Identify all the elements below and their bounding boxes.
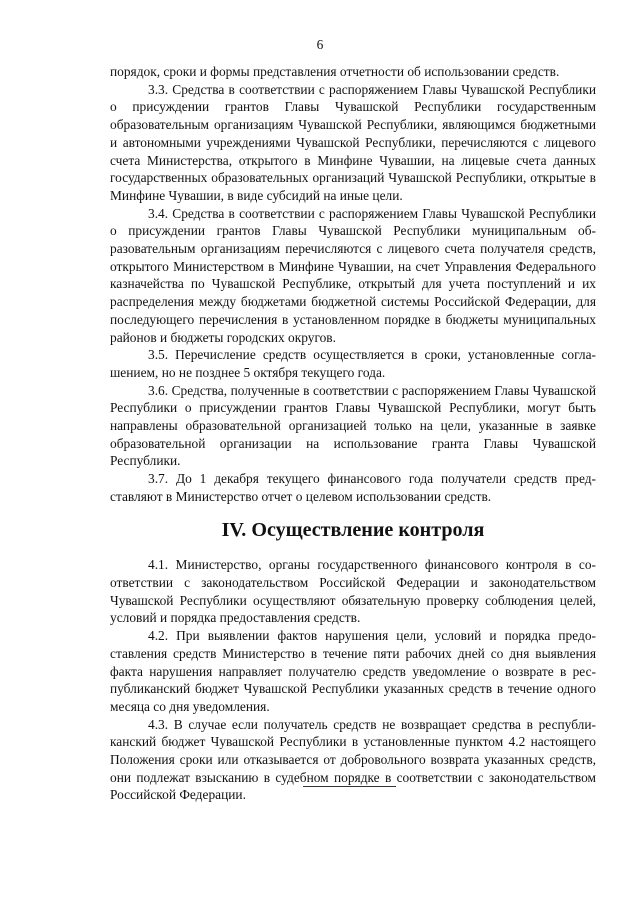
paragraph-4-2: 4.2. При выявлении фактов нарушения цели, условий и порядка предоставления средств Министерство в течение пяти рабочих дней со дня выявления факта нарушения направляет получателю средств уведомление о возврате в республиканский бюджет Чувашской Республики указанных средств в течение одного месяца со дня уведомления. — [110, 628, 596, 714]
end-rule-divider — [303, 786, 396, 787]
page-number: 6 — [316, 37, 324, 52]
paragraph-3-3: 3.3. Средства в соответствии с распоряжением Главы Чувашской Республики о присуждении грантов Главы Чувашской Республики государственным образовательным организациям Чувашской Республики, являющимся бюджетными и автономными учреждениями Чувашской Республики, перечисляются с лицевого счета Министерства, открытого в Минфине Чувашии, на лицевые счета данных государственных образовательных организаций Чувашской Республики, открытые в Минфине Чувашии, в виде субсидий на иные цели. — [110, 81, 596, 203]
paragraph-3-5: 3.5. Перечисление средств осуществляется в сроки, установленные соглашением, но не позднее 5 октября текущего года. — [110, 347, 596, 380]
paragraph-4-3: 4.3. В случае если получатель средств не возвращает средства в республиканский бюджет Чувашской Республики в установленные пунктом 4.2 настоящего Положения сроки или отказывается от добровольного возврата указанных средств, они подлежат взысканию в судебном порядке в соответствии с законодательством Российской Федерации. — [110, 716, 596, 803]
section-heading: IV. Осуществление контроля — [221, 518, 485, 541]
paragraph-3-7: 3.7. До 1 декабря текущего финансового года получатели средств представляют в Министерство отчет о целевом использовании средств. — [110, 471, 596, 504]
paragraph-4-1: 4.1. Министерство, органы государственного финансового контроля в соответствии с законодательством Российской Федерации и законодательством Чувашской Республики осуществляют обязательную проверку соблюдения целей, условий и порядка предоставления средств. — [110, 557, 596, 626]
paragraph-3-6: 3.6. Средства, полученные в соответствии с распоряжением Главы Чувашской Республики о присуждении грантов Главы Чувашской Республики, могут быть направлены образовательной организацией только на цели, указанные в заявке образовательной организации на использование гранта Главы Чувашской Республики. — [110, 382, 596, 469]
paragraph-3-4: 3.4. Средства в соответствии с распоряжением Главы Чувашской Республики о присуждении грантов Главы Чувашской Республики муниципальным образовательным организациям перечисляются с лицевого счета получателя средств, открытого Министерством в Минфине Чувашии, на счет Управления Федерального казначейства по Чувашской Республике, открытый для учета поступлений и их распределения между бюджетами бюджетной системы Российской Федерации, для последующего перечисления в установленном порядке в бюджеты муниципальных районов и бюджеты городских округов. — [110, 205, 596, 345]
document-body — [110, 63, 596, 804]
paragraph-continuation: порядок, сроки и формы представления отчетности об использовании средств. — [110, 64, 560, 79]
